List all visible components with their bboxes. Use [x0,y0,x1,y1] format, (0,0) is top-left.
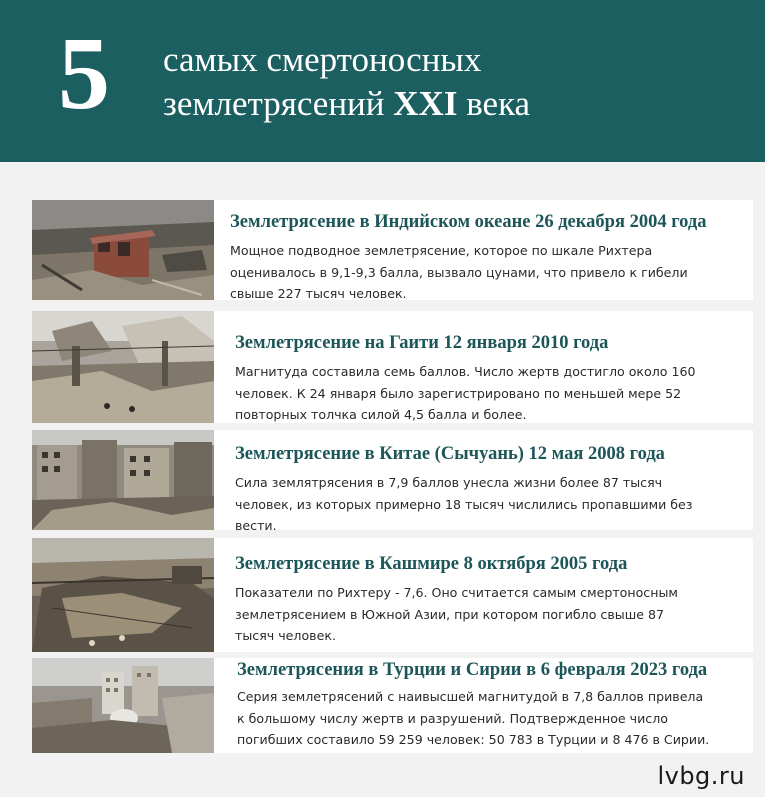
desc-line: свыше 227 тысяч человек. [230,286,407,301]
earthquake-item-5 [32,658,753,753]
desc-line: вести. [235,518,277,533]
earthquake-title-4: Землетрясение в Кашмире 8 октября 2005 года [235,554,628,574]
earthquake-desc-5 [237,686,747,751]
header-title-century: XXI [393,84,458,123]
header-title-pre: землетрясений [163,84,394,123]
earthquake-desc-4 [235,582,703,647]
header-banner [0,0,765,162]
desc-line: Мощное подводное землетрясение, которое по шкале Рихтера [230,243,653,258]
earthquake-photo-5 [32,658,214,753]
earthquake-desc-1 [230,240,745,305]
desc-line: тысяч человек. [235,628,336,643]
desc-line: Серия землетрясений с наивысшей магнитудой в 7,8 баллов привела [237,689,704,704]
earthquake-item-1 [32,200,753,300]
earthquake-desc-3 [235,472,745,537]
earthquake-photo-1 [32,200,214,300]
header-title-line2 [163,84,530,124]
earthquake-item-4 [32,538,753,652]
header-number: 5 [58,16,110,131]
desc-line: человек. К 24 января было зарегистрировано по меньшей мере 52 [235,385,682,401]
earthquake-title-2: Землетрясение на Гаити 12 января 2010 года [235,333,609,353]
desc-line: к большому числу жертв и разрушений. Подтвержденное число [237,710,668,726]
earthquake-title-5: Землетрясения в Турции и Сирии в 6 февраля 2023 года [237,660,708,680]
earthquake-title-3: Землетрясение в Китае (Сычуань) 12 мая 2008 года [235,444,665,464]
earthquake-photo-4 [32,538,214,652]
header-title-line1: самых смертоносных [163,40,482,79]
earthquake-item-2 [32,311,753,423]
desc-line: землетрясением в Южной Азии, при котором погибло свыше 87 [235,606,664,622]
desc-line: оценивалось в 9,1-9,3 балла, вызвало цунами, что привело к гибели [230,264,688,280]
desc-line: погибших составило 59 259 человек: 50 783 в Турции и 8 476 в Сирии. [237,732,710,747]
earthquake-photo-3 [32,430,214,530]
desc-line: Магнитуда составила семь баллов. Число жертв достигло около 160 [235,364,696,379]
earthquake-item-3 [32,430,753,533]
desc-line: Сила землятрясения в 7,9 баллов унесла жизни более 87 тысяч [235,475,663,490]
desc-line: Показатели по Рихтеру - 7,6. Оно считается самым смертоносным [235,585,678,600]
desc-line: человек, из которых примерно 18 тысяч числились пропавшими без [235,496,693,512]
earthquake-desc-2 [235,361,745,426]
earthquake-title-1: Землетрясение в Индийском океане 26 декабря 2004 года [230,212,707,232]
desc-line: повторных толчка силой 4,5 балла и более. [235,407,527,422]
site-watermark: lvbg.ru [657,762,745,790]
header-title-post: века [457,84,531,123]
earthquake-photo-2 [32,311,214,423]
